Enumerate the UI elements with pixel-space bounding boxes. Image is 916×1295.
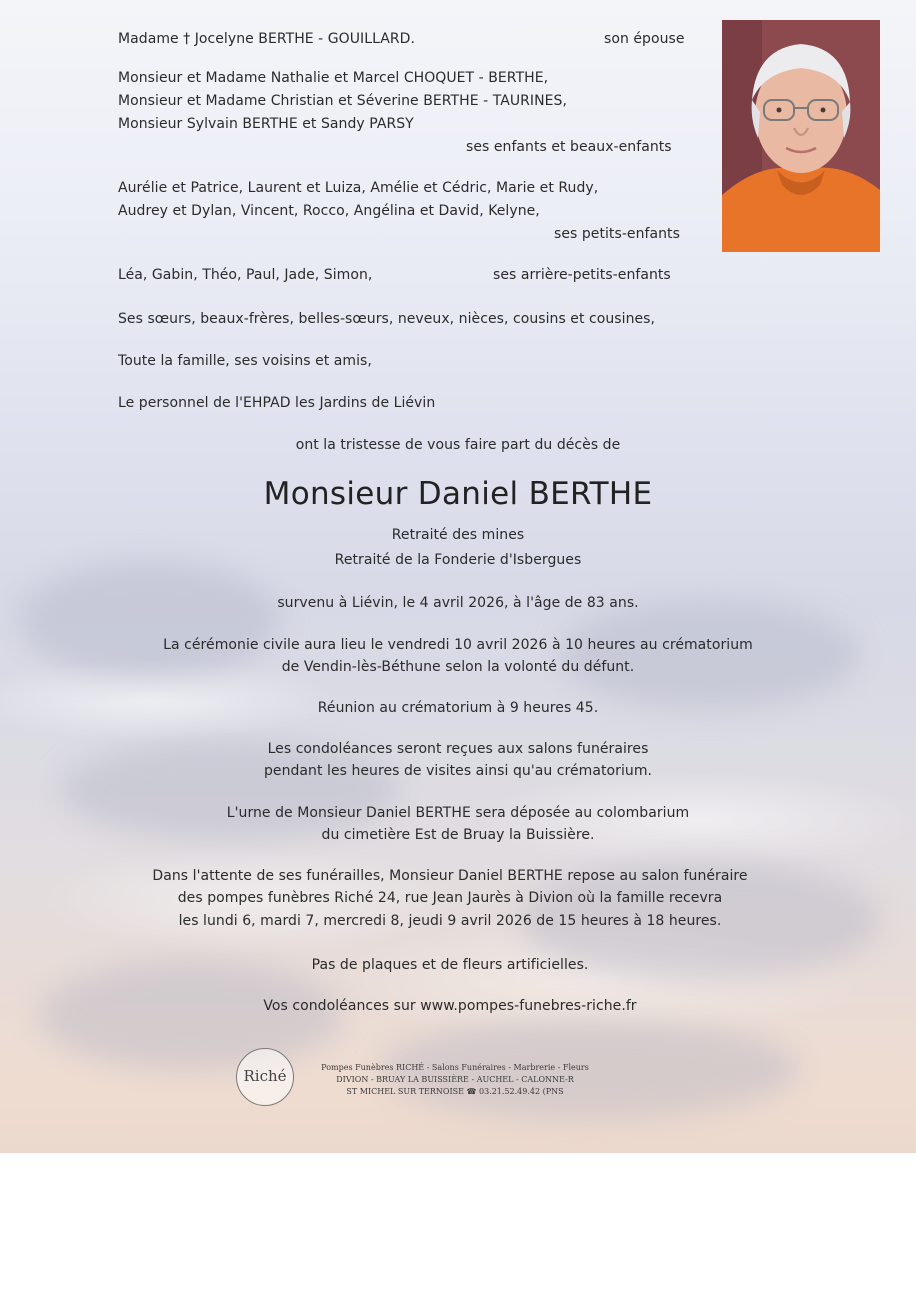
- title-line-1: Retraité des mines: [391, 527, 525, 543]
- ceremony-line-2: de Vendin-lès-Béthune selon la volonté du défunt.: [281, 659, 635, 675]
- condolences-line-1: Les condoléances seront reçues aux salons funéraires: [267, 741, 649, 757]
- great-grandchildren-role: ses arrière-petits-enfants: [493, 267, 671, 283]
- footer-line-2: DIVION - BRUAY LA BUISSIÈRE - AUCHEL - CALONNE-R: [336, 1075, 574, 1084]
- ceremony-line-1: La cérémonie civile aura lieu le vendredi 10 avril 2026 à 10 heures au crématorium: [163, 637, 753, 653]
- riche-logo: [236, 1048, 294, 1106]
- title-line-2: Retraité de la Fonderie d'Isbergues: [334, 552, 582, 568]
- footer-line-3: ST MICHEL SUR TERNOISE ☎ 03.21.52.49.42 (PNS: [346, 1087, 564, 1096]
- flowers-line: Pas de plaques et de fleurs artificielles.: [311, 957, 589, 973]
- children-line-2: Monsieur et Madame Christian et Séverine BERTHE - TAURINES,: [118, 93, 567, 109]
- children-line-1: Monsieur et Madame Nathalie et Marcel CHOQUET - BERTHE,: [118, 70, 549, 86]
- condolences-line-2: pendant les heures de visites ainsi qu'au crématorium.: [263, 763, 653, 779]
- meeting-line: Réunion au crématorium à 9 heures 45.: [317, 700, 599, 716]
- others-line: Toute la famille, ses voisins et amis,: [118, 353, 372, 369]
- great-grandchildren: Léa, Gabin, Théo, Paul, Jade, Simon,: [118, 267, 373, 283]
- staff-line: Le personnel de l'EHPAD les Jardins de Liévin: [118, 395, 436, 411]
- spouse-name: Madame † Jocelyne BERTHE - GOUILLARD.: [118, 31, 415, 47]
- portrait-photo: [722, 20, 880, 252]
- portrait-illustration: [722, 20, 880, 252]
- siblings-line: Ses sœurs, beaux-frères, belles-sœurs, neveux, nièces, cousins et cousines,: [118, 311, 656, 327]
- logo-text: Riché: [243, 1067, 287, 1085]
- death-line: survenu à Liévin, le 4 avril 2026, à l'âge de 83 ans.: [277, 595, 639, 611]
- intro-line: ont la tristesse de vous faire part du décès de: [295, 437, 621, 453]
- grandchildren-line-2: Audrey et Dylan, Vincent, Rocco, Angélina et David, Kelyne,: [118, 203, 540, 219]
- cloud-decoration: [560, 600, 860, 710]
- children-line-3: Monsieur Sylvain BERTHE et Sandy PARSY: [118, 116, 414, 132]
- online-condolences-line: Vos condoléances sur www.pompes-funebres-riche.fr: [263, 998, 637, 1014]
- children-role: ses enfants et beaux-enfants: [466, 139, 672, 155]
- rest-line-3: les lundi 6, mardi 7, mercredi 8, jeudi 9 avril 2026 de 15 heures à 18 heures.: [178, 913, 722, 929]
- grandchildren-role: ses petits-enfants: [554, 226, 680, 242]
- spouse-role: son épouse: [604, 31, 685, 47]
- rest-line-2: des pompes funèbres Riché 24, rue Jean Jaurès à Divion où la famille recevra: [177, 890, 723, 906]
- urn-line-1: L'urne de Monsieur Daniel BERTHE sera déposée au colombarium: [226, 805, 690, 821]
- urn-line-2: du cimetière Est de Bruay la Buissière.: [321, 827, 595, 843]
- rest-line-1: Dans l'attente de ses funérailles, Monsieur Daniel BERTHE repose au salon funéraire: [152, 868, 748, 884]
- deceased-name: Monsieur Daniel BERTHE: [263, 476, 653, 512]
- footer-line-1: Pompes Funèbres RICHÉ - Salons Funéraires - Marbrerie - Fleurs: [321, 1063, 589, 1072]
- grandchildren-line-1: Aurélie et Patrice, Laurent et Luiza, Amélie et Cédric, Marie et Rudy,: [118, 180, 599, 196]
- cloud-decoration: [40, 960, 340, 1070]
